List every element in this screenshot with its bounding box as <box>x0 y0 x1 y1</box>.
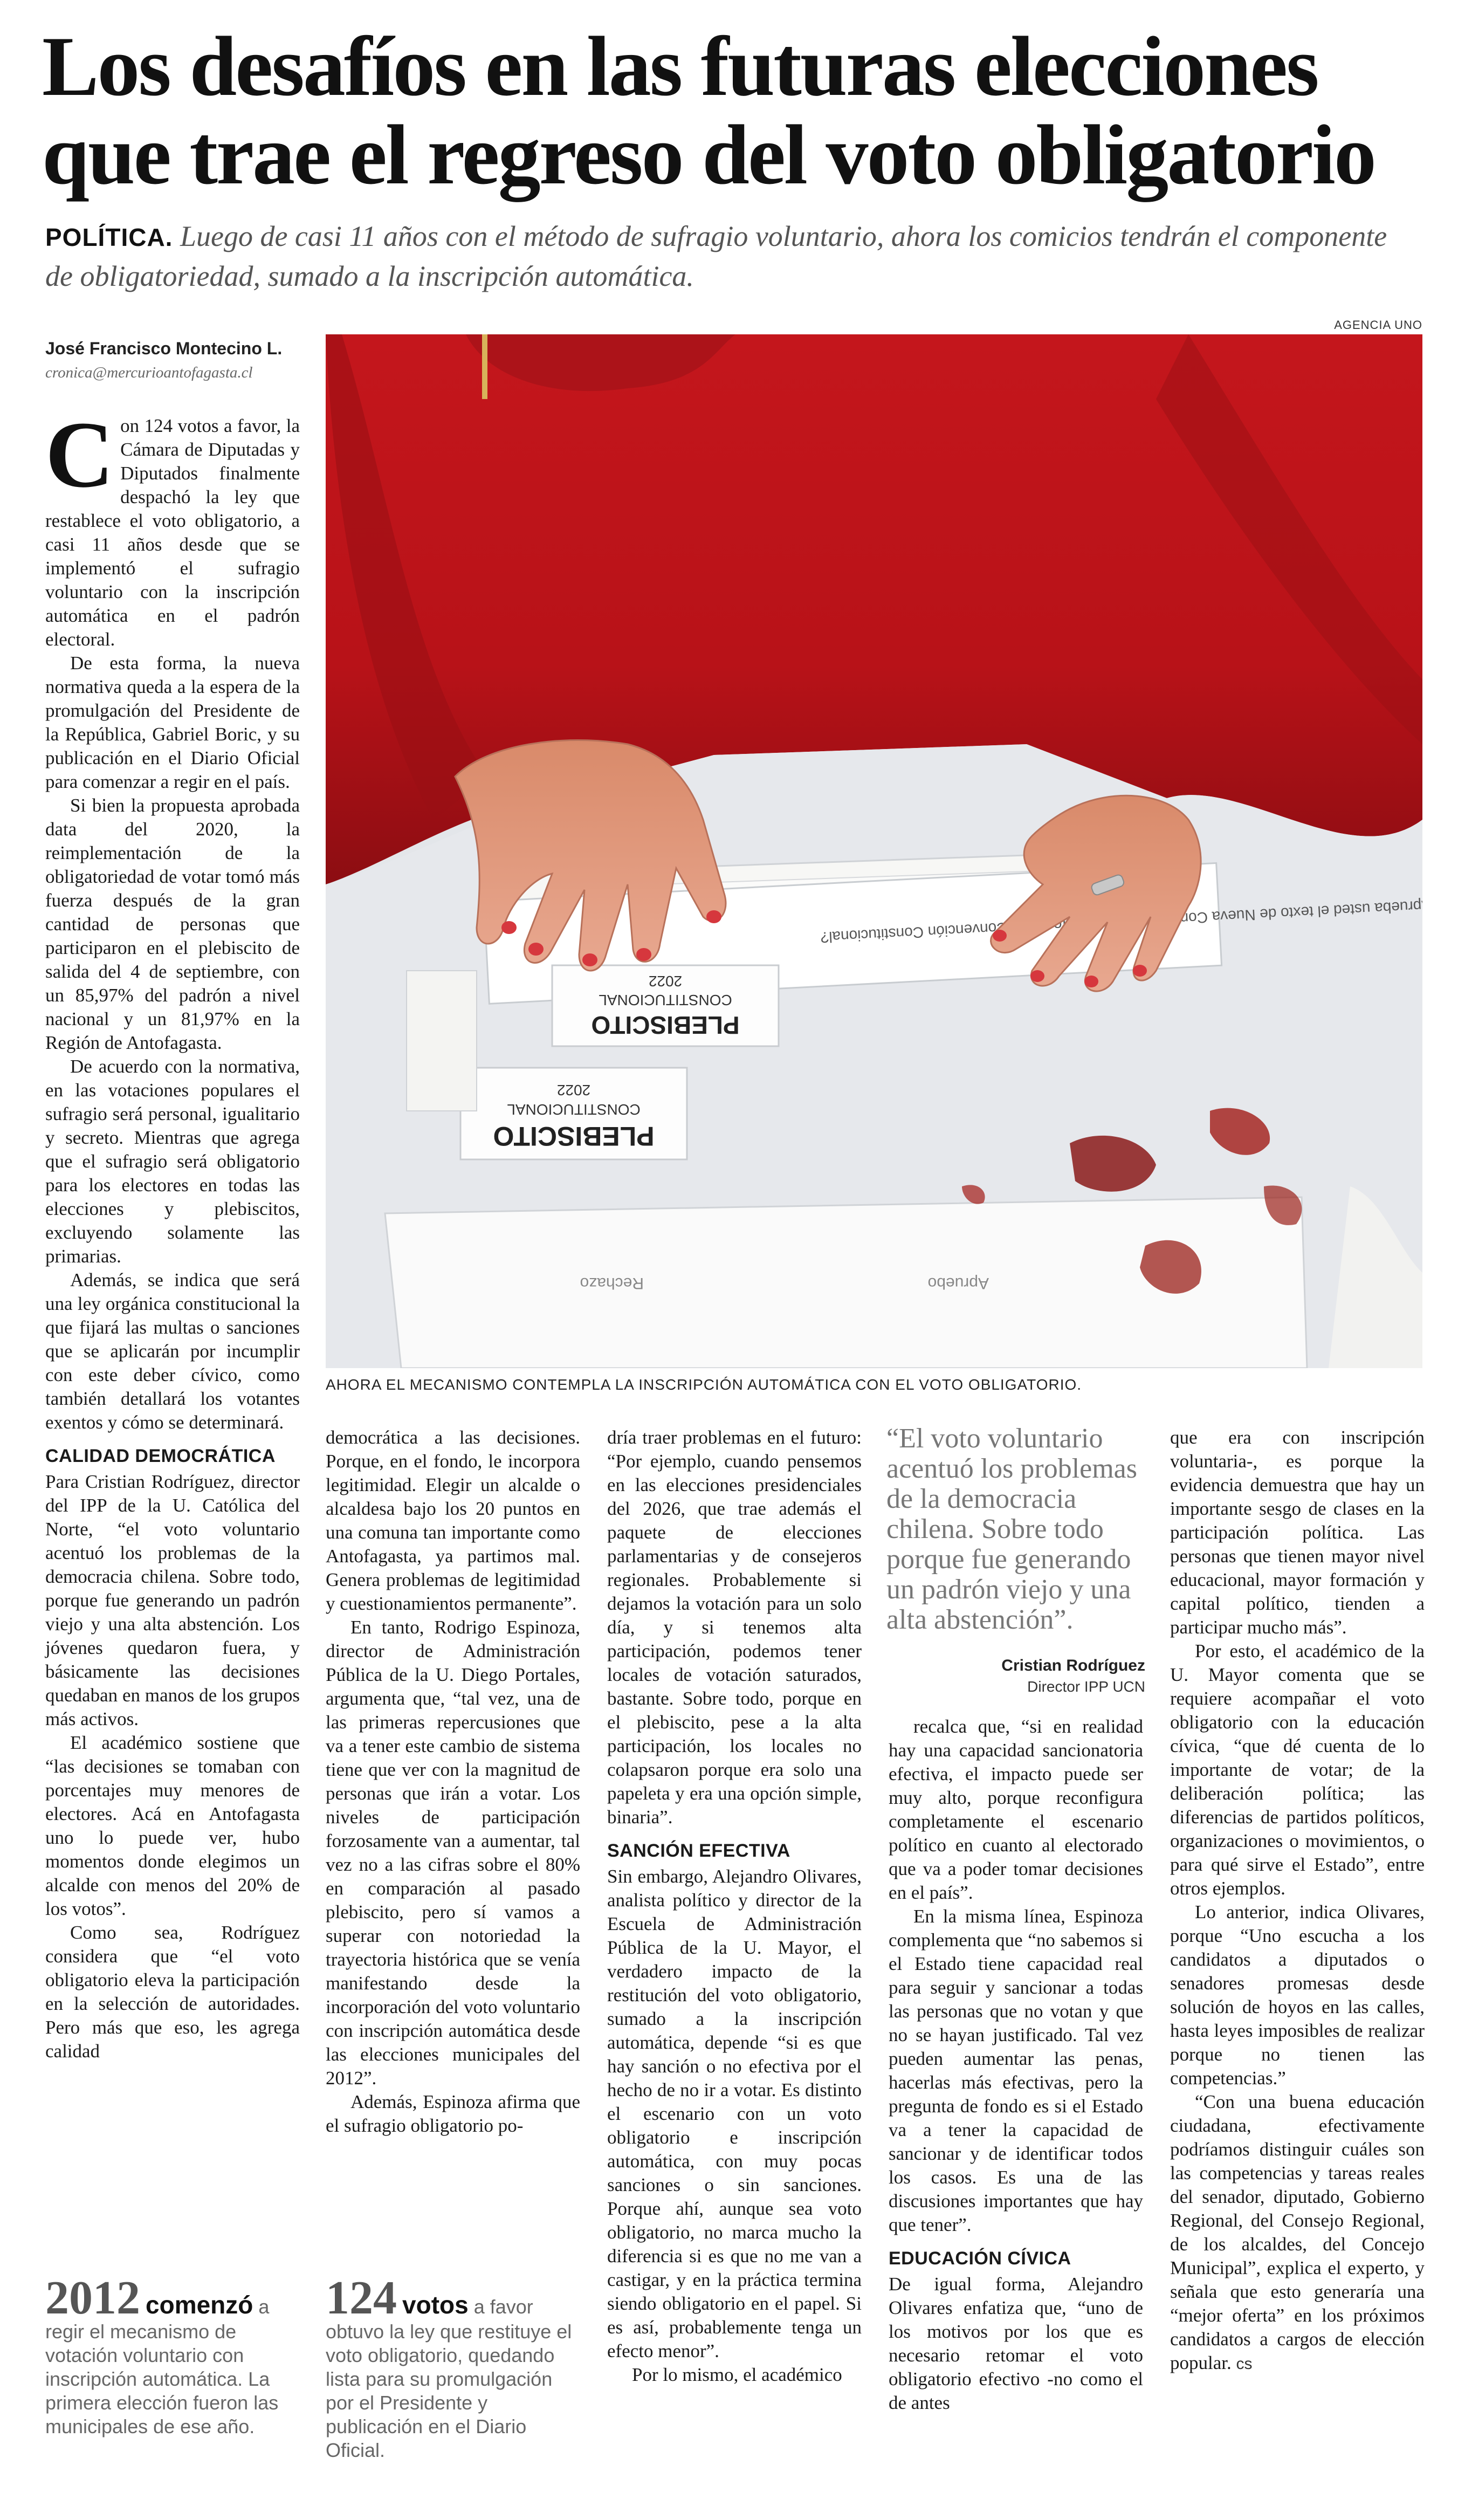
author-name: José Francisco Montecino L. <box>45 339 283 358</box>
ballot-year-1: 2022 <box>648 973 683 990</box>
fact-keyword: votos <box>402 2291 469 2319</box>
paragraph: El académico sostiene que “las decisiones se tomaban con porcentajes muy menores de electores. Acá en Antofagasta uno lo puede ver, hubo momentos donde elegimos un alcalde con menos del 20% de los votos”. <box>45 1732 300 1919</box>
quote-text: “El voto voluntario acentuó los problemas de la democracia chilena. Sobre todo porque fue generando un padrón viejo y una alta abstención”. <box>886 1423 1137 1635</box>
paragraph: Por lo mismo, el académico <box>632 2364 842 2385</box>
fact-number: 2012 <box>45 2272 140 2324</box>
ballot-sub-1: CONSTITUCIONAL <box>599 992 732 1008</box>
paragraph: Además, Espinoza afirma que el sufragio obligatorio po- <box>326 2091 580 2136</box>
ballot-apruebo: Apruebo <box>927 1274 989 1292</box>
paragraph: Por esto, el académico de la U. Mayor comenta que se requiere acompañar el voto obligatorio con la educación cívica, “que dé cuenta de lo importante de votar; de la deliberación política; las diferencias de partidos políticos, organizaciones o movimientos, o para qué sirve el Estado”, entre otros ejemplos. <box>1170 1640 1425 1899</box>
paragraph: En la misma línea, Espinoza complementa que “no sabemos si el Estado tiene capacidad real para seguir y sancionar a todas las personas que no votan y que no se hayan justificado. Tal vez pueden aumentar las penas, hacerlas más efectivas, pero la pregunta de fondo es si el Estado va a tener la capacidad de sancionar y de identificar todos los casos. Es una de las discusiones importantes que hay que tener”. <box>889 1906 1143 2235</box>
ballot-year-2: 2022 <box>556 1082 591 1098</box>
column-3 <box>607 1426 862 2387</box>
paragraph: recalca que, “si en realidad hay una capacidad sancionatoria efectiva, el impacto puede ser muy alto, porque reconfigura completamente el escenario político en cuanto al electorado que va a poder tomar decisiones en el país”. <box>889 1716 1143 1903</box>
fact-box-124 <box>326 2272 580 2462</box>
fact-text: a regir el mecanismo de votación voluntario con inscripción automática. La primera elección fueron las municipales de ese año. <box>45 2296 279 2437</box>
byline <box>45 339 326 382</box>
subheading-sancion: SANCIÓN EFECTIVA <box>607 1841 790 1861</box>
paragraph: Además, se indica que será una ley orgánica constitucional la que fijará las multas o sanciones que se aplicarán por incumplir con este deber cívico, como también detallará los votantes exentos y cómo se determinará. <box>45 1269 300 1433</box>
column-4 <box>889 1715 1143 2415</box>
fact-text: a favor obtuvo la ley que restituye el voto obligatorio, quedando lista para su promulgación por el Presidente y publicación en el Diario Oficial. <box>326 2296 572 2461</box>
paragraph: De esta forma, la nueva normativa queda a la espera de la promulgación del Presidente de la República, Gabriel Boric, y su publicación en el Diario Oficial para comenzar a regir en el país. <box>45 653 300 792</box>
lead-paragraph <box>45 217 1415 296</box>
column-5 <box>1170 1426 1425 2376</box>
fact-number: 124 <box>326 2272 397 2324</box>
pull-quote <box>886 1424 1145 1695</box>
paragraph: Si bien la propuesta aprobada data del 2020, la reimplementación de la obligatoriedad de votar tomó más fuerza después de la gran cantidad de personas que participaron en el plebiscito de salida del 4 de septiembre, con un 85,97% del padrón a nivel nacional y un 81,97% en la Región de Antofagasta. <box>45 795 300 1053</box>
paragraph: Lo anterior, indica Olivares, porque “Uno escucha a los candidatos a diputados o senadores promesas desde solución de hoyos en las calles, hasta leyes imposibles de realizar porque no tienen las competencias.” <box>1170 1901 1425 2089</box>
quote-author: Cristian Rodríguez <box>1001 1657 1145 1674</box>
ballot-title-1: PLEBISCITO <box>591 1011 740 1039</box>
paragraph: En tanto, Rodrigo Espinoza, director de Administración Pública de la U. Diego Portales, argumenta que, “tal vez, una de las primeras repercusiones que va a tener este cambio de sistema tiene que ver con la magnitud de personas que irán a votar. Los niveles de participación forzosamente van a aumentar, tal vez no a las cifras sobre el 80% en comparación al pasado plebiscito, pero sí vamos a superar con notoriedad la trayectoria histórica que se venía manifestando desde la incorporación del voto voluntario con inscripción automática desde las elecciones municipales del 2012”. <box>326 1617 580 2089</box>
ballot-sub-2: CONSTITUCIONAL <box>507 1101 641 1118</box>
photo-credit: AGENCIA UNO <box>1334 318 1422 332</box>
section-tag: POLÍTICA. <box>45 223 173 251</box>
end-mark: cs <box>1236 2355 1253 2373</box>
paragraph: De acuerdo con la normativa, en las votaciones populares el sufragio será personal, igualitario y secreto. Mientras que agrega que el sufragio será obligatorio para los electores en todas las elecciones y plebiscitos, excluyendo solamente las primarias. <box>45 1056 300 1267</box>
paragraph: Con 124 votos a favor, la Cámara de Diputadas y Diputados finalmente despachó la ley que restablece el voto obligatorio, a casi 11 años desde que se implementó el sufragio voluntario con la inscripción automática en el padrón electoral. <box>45 402 300 650</box>
ballot-rechazo: Rechazo <box>580 1274 644 1292</box>
paragraph: “Con una buena educación ciudadana, efectivamente podríamos distinguir cuáles son las competencias y tareas reales del senador, diputado, Gobierno Regional, del Consejo Regional, de los alcaldes, del Concejo Municipal”, explica el experto, y señala que esto generaría una “mejor oferta” en los próximos candidatos a cargos de elección popular. cs <box>1170 2091 1425 2373</box>
headline: Los desafíos en las futuras elecciones que trae el regreso del voto obligatorio <box>42 19 1375 202</box>
paragraph: Como sea, Rodríguez considera que “el voto obligatorio eleva la participación en la selección de autoridades. Pero más que eso, les agrega calidad <box>45 1922 300 2062</box>
lead-text: Luego de casi 11 años con el método de sufragio voluntario, ahora los comicios tendrán el componente de obligatoriedad, sumado a la inscripción automática. <box>45 220 1387 292</box>
paragraph: De igual forma, Alejandro Olivares enfatiza que, “uno de los motivos por los que es necesario retomar el voto obligatorio efectivo -no como el de antes <box>889 2274 1143 2413</box>
author-email[interactable]: cronica@mercurioantofagasta.cl <box>45 364 253 381</box>
fact-box-2012 <box>45 2272 300 2439</box>
subheading-calidad: CALIDAD DEMOCRÁTICA <box>45 1446 276 1466</box>
subheading-educacion: EDUCACIÓN CÍVICA <box>889 2248 1071 2269</box>
column-2 <box>326 1426 580 2138</box>
paragraph: democrática a las decisiones. Porque, en el fondo, le incorpora legitimidad. Elegir un alcalde o alcaldesa bajo los 20 puntos en una comuna tan importante como Antofagasta, ya partimos mal. Genera problemas de legitimidad y cuestionamientos permanente”. <box>326 1427 580 1614</box>
article-photo <box>326 334 1422 1368</box>
paragraph: dría traer problemas en el futuro: “Por ejemplo, cuando pensemos en las elecciones presidenciales del 2026, que trae además el paquete de elecciones parlamentarias y de consejeros regionales. Probablemente si dejamos la votación para un solo día, y si tenemos alta participación, podemos tener locales de votación saturados, bastante. Sobre todo, porque en el plebiscito, pese a la alta participación, los locales no colapsaron porque era solo una papeleta y era una opción simple, binaria”. <box>607 1427 862 1828</box>
ballot-title-2: PLEBISCITO <box>493 1121 655 1151</box>
paragraph: Sin embargo, Alejandro Olivares, analista político y director de la Escuela de Administración Pública de la U. Mayor, el verdadero impacto de la restitución del voto obligatorio, sumado a la inscripción automática, depende “si es que hay sanción o no efectiva por el hecho de no ir a votar. Es distinto el escenario con un voto obligatorio e inscripción automática, con muy pocas sanciones o sin sanciones. Porque ahí, aunque sea voto obligatorio, no marca mucho la diferencia si es que no me van a castigar, y en la práctica termina siendo obligatorio en el papel. Si es así, probablemente tenga un efecto menor”. <box>607 1866 862 2361</box>
ballot-question: ¿Aprueba usted el texto de Nueva Convención Constitucional? <box>820 896 1422 946</box>
drop-cap: C <box>45 402 114 507</box>
paragraph: que era con inscripción voluntaria-, es porque la evidencia demuestra que hay un importante sesgo de clases en la participación política. Las personas que tienen mayor nivel educacional, mayor formación y capital político, tienden a participar mucho más”. <box>1170 1427 1425 1638</box>
fact-keyword: comenzó <box>146 2291 253 2319</box>
paragraph: Para Cristian Rodríguez, director del IPP de la U. Católica del Norte, “el voto voluntario acentuó los problemas de la democracia chilena. Sobre todo, porque fue generando un padrón viejo y una alta abstención. Los jóvenes quedaron fuera, y básicamente las decisiones quedaban en manos de los grupos más activos. <box>45 1471 300 1729</box>
column-1 <box>45 402 300 2063</box>
photo-caption: AHORA EL MECANISMO CONTEMPLA LA INSCRIPCIÓN AUTOMÁTICA CON EL VOTO OBLIGATORIO. <box>326 1376 1082 1393</box>
quote-role: Director IPP UCN <box>1027 1678 1145 1695</box>
